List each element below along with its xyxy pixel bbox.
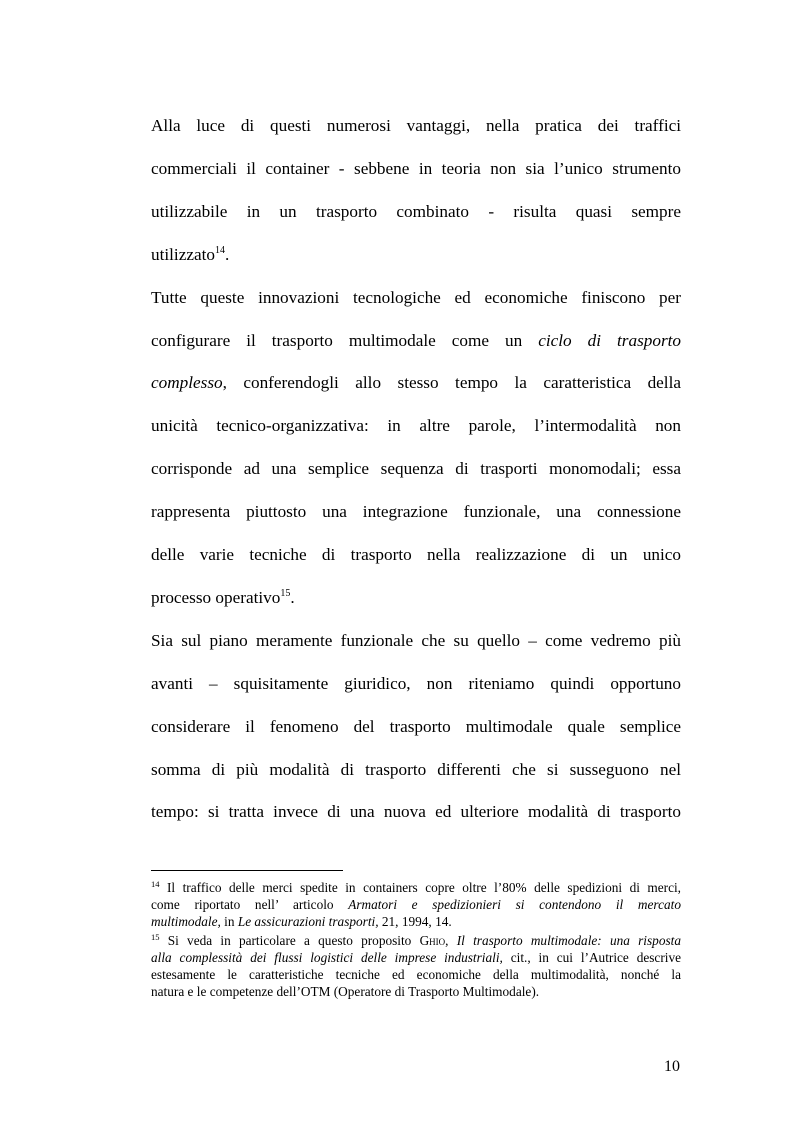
footnote-line xyxy=(151,967,681,984)
text-run: somma di più modalità di trasporto differenti che si susseguono nel xyxy=(151,759,681,779)
italic-text: ciclo di trasporto xyxy=(538,330,682,350)
text-run: , xyxy=(445,933,457,948)
body-line xyxy=(151,459,681,479)
italic-text: Il trasporto multimodale: una risposta xyxy=(456,933,681,948)
body-line xyxy=(151,202,681,222)
footnote-line xyxy=(151,897,681,914)
author-name: Ghio xyxy=(419,933,446,948)
text-run: configurare il trasporto multimodale come un xyxy=(151,330,539,350)
text-run: . xyxy=(290,587,295,607)
text-run: unicità tecnico-organizzativa: in altre parole, l’intermodalità non xyxy=(151,416,681,436)
body-line xyxy=(151,373,681,393)
body-line xyxy=(151,631,681,651)
body-line xyxy=(151,116,681,136)
text-run: delle varie tecniche di trasporto nella realizzazione di un unico xyxy=(151,545,681,564)
footnote-ref: 14 xyxy=(214,244,225,256)
text-run: Tutte queste innovazioni tecnologiche ed economiche finiscono per xyxy=(151,287,681,307)
text-run: Sia sul piano meramente funzionale che su quello – come vedremo più xyxy=(151,630,681,650)
text-run: utilizzabile in un trasporto combinato - risulta quasi sempre xyxy=(151,201,681,221)
text-run: 21, 1994, 14. xyxy=(378,914,452,929)
text-run: in xyxy=(220,914,238,929)
footnote-ref: 15 xyxy=(151,932,160,942)
body-line xyxy=(151,760,681,780)
text-run: estesamente le caratteristiche tecniche ed economiche della multimodalità, nonché la xyxy=(151,967,681,982)
text-run: commerciali il container - sebbene in teoria non sia l’unico strumento xyxy=(151,158,681,178)
footnote-line xyxy=(151,880,681,897)
text-run: processo operativo xyxy=(151,587,281,607)
text-run: considerare il fenomeno del trasporto multimodale quale semplice xyxy=(151,716,681,736)
body-line xyxy=(151,288,681,308)
body-line xyxy=(151,159,681,179)
footnote-line xyxy=(151,950,681,967)
body-line xyxy=(151,545,681,565)
footnote-ref: 14 xyxy=(151,879,160,889)
italic-text: Armatori e spedizionieri si contendono il mercato xyxy=(348,897,681,912)
text-run: corrisponde ad una semplice sequenza di trasporti monomodali; essa xyxy=(151,459,681,479)
italic-text: Le assicurazioni trasporti, xyxy=(237,914,379,929)
text-run: Il traffico delle merci spedite in containers copre oltre l’80% delle spedizioni di merci, xyxy=(159,880,681,895)
footnote-line xyxy=(151,914,681,931)
body-line xyxy=(151,588,681,608)
body-line xyxy=(151,416,681,436)
page-number: 10 xyxy=(664,1058,680,1075)
footnote-line xyxy=(151,984,681,1001)
text-run: avanti – squisitamente giuridico, non riteniamo quindi opportuno xyxy=(151,673,681,693)
body-line xyxy=(151,717,681,737)
italic-text: multimodale, xyxy=(151,914,221,929)
footnote-ref: 15 xyxy=(280,587,291,599)
body-line xyxy=(151,331,681,351)
footnote-separator xyxy=(151,870,343,871)
text-run: natura e le competenze dell’OTM (Operatore di Trasporto Multimodale). xyxy=(151,984,540,999)
text-run: utilizzato xyxy=(151,244,215,264)
italic-text: complesso xyxy=(151,373,223,393)
text-run: cit., in cui l’Autrice descrive xyxy=(502,950,681,965)
text-run: rappresenta piuttosto una integrazione funzionale, una connessione xyxy=(151,502,681,522)
body-line xyxy=(151,802,681,822)
text-run: Alla luce di questi numerosi vantaggi, nella pratica dei traffici xyxy=(151,116,681,135)
text-run: tempo: si tratta invece di una nuova ed ulteriore modalità di trasporto xyxy=(151,802,681,822)
text-run: . xyxy=(224,244,230,264)
body-line xyxy=(151,674,681,694)
text-run: come riportato nell’ articolo xyxy=(151,897,349,912)
italic-text: alla complessità dei flussi logistici delle imprese industriali, xyxy=(151,950,503,965)
text-run: Si veda in particolare a questo proposito xyxy=(159,933,420,948)
text-run: , conferendogli allo stesso tempo la caratteristica della xyxy=(222,373,681,393)
footnote-line xyxy=(151,933,681,950)
body-line xyxy=(151,502,681,522)
body-line xyxy=(151,245,681,265)
